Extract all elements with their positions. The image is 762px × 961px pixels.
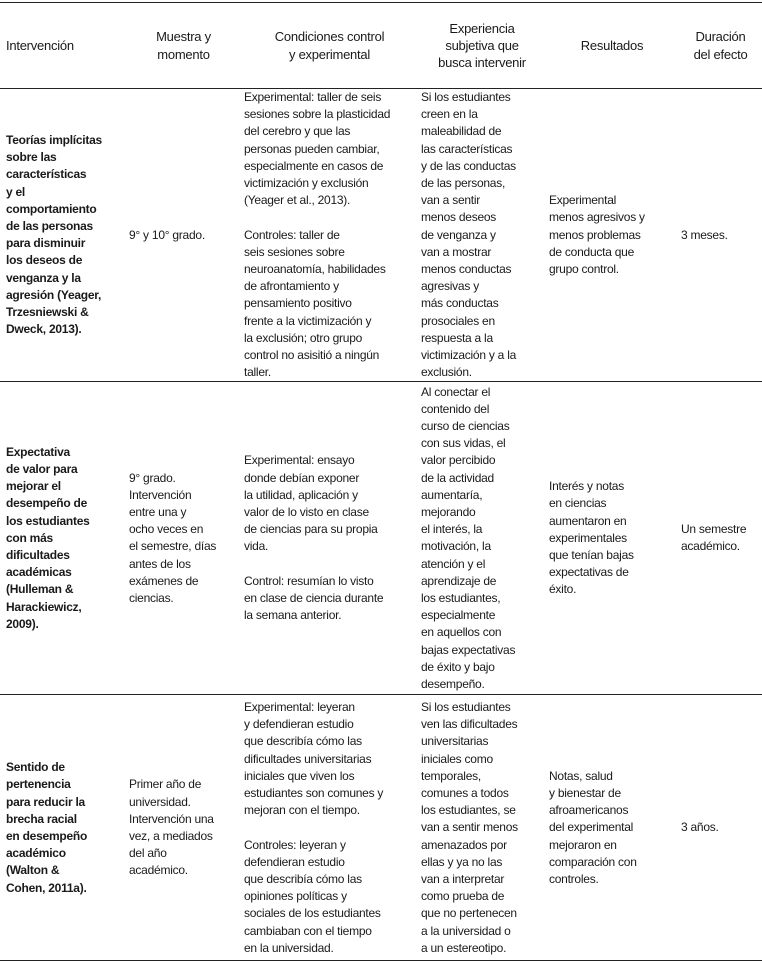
cell-intervencion: Expectativa de valor para mejorar el desempeño de los estudiantes con más dificultades académicas (Hulleman & Harackiewicz, 2009). (6, 444, 90, 631)
header-muestra: Muestra y momento (156, 29, 211, 62)
header-intervencion: Intervención (6, 37, 74, 53)
header-resultados: Resultados (580, 37, 644, 53)
cell-resultados: Notas, salud y bienestar de afroamericanos del experimental mejoraron en comparación con controles. (549, 768, 637, 886)
cell-muestra: 9° grado. Intervención entre una y ocho veces en el semestre, días antes de los exámenes de ciencias. (129, 470, 217, 606)
cell-intervencion: Sentido de pertenencia para reducir la brecha racial en desempeño académico (Walton & Cohen, 2011a). (6, 760, 88, 895)
cell-resultados: Experimental menos agresivos y menos problemas de conducta que grupo control. (549, 193, 645, 277)
cell-experiencia: Si los estudiantes creen en la maleabilidad de las características y de las conductas de las personas, van a sentir menos deseos de venganza y van a mostrar menos conductas agresivas y más conductas prosociales en respuesta a la victimización y a la exclusión. (421, 90, 517, 380)
interventions-table (0, 2, 762, 961)
cell-condiciones: Experimental: ensayo donde debían exponer la utilidad, aplicación y valor de lo visto en clase de ciencias para su propia vida. Control: resumían lo visto en clase de ciencia durante la semana anterior. (244, 453, 384, 623)
header-duracion: Duración del efecto (693, 29, 748, 62)
cell-condiciones: Experimental: taller de seis sesiones sobre la plasticidad del cerebro y que las personas pueden cambiar, especialmente en casos de victimización y exclusión (Yeager et al., 2013). Controles: taller de seis sesiones sobre neuroanatomía, habilidades de afrontamiento y pensamiento positivo frente a la victimización y la exclusión; otro grupo control no asisitió a ningún taller. (244, 90, 391, 380)
cell-condiciones: Experimental: leyeran y defendieran estudio que describía cómo las dificultades universitarias iniciales que viven los estudiantes son comunes y mejoran con el tiempo. Controles: leyeran y defendieran estudio que describía cómo las opiniones políticas y sociales de los estudiantes cambiaban con el tiempo en la universidad. (244, 699, 384, 955)
cell-duracion: 3 años. (681, 820, 719, 835)
table-row (0, 89, 762, 382)
cell-duracion: 3 meses. (681, 227, 728, 242)
cell-muestra: Primer año de universidad. Intervención una vez, a mediados del año académico. (129, 777, 214, 878)
cell-experiencia: Al conectar el contenido del curso de ciencias con sus vidas, el valor percibido de la actividad aumentaría, mejorando el interés, la motivación, la atención y el aprendizaje de los estudiantes, especialmente en aquellos con bajas expectativas de éxito y bajo desempeño. (421, 384, 516, 692)
cell-duracion: Un semestre académico. (681, 522, 747, 554)
cell-muestra: 9° y 10° grado. (129, 227, 205, 242)
header-condiciones: Condiciones control y experimental (274, 29, 385, 62)
cell-intervencion: Teorías implícitas sobre las características y el comportamiento de las personas para disminuir los deseos de venganza y la agresión (Yeager, Trzesniewski & Dweck, 2013). (6, 133, 102, 337)
cell-experiencia: Si los estudiantes ven las dificultades universitarias iniciales como temporales, comunes a todos los estudiantes, se van a sentir menos amenazados por ellas y ya no las van a interpretar como prueba de que no pertenecen a la universidad o a un estereotipo. (421, 699, 518, 955)
header-row (0, 3, 762, 89)
table-row (0, 695, 762, 961)
header-experiencia: Experiencia subjetiva que busca intervenir (438, 20, 526, 71)
cell-resultados: Interés y notas en ciencias aumentaron en experimentales que tenían bajas expectativas de éxito. (549, 479, 634, 597)
table-row (0, 382, 762, 695)
